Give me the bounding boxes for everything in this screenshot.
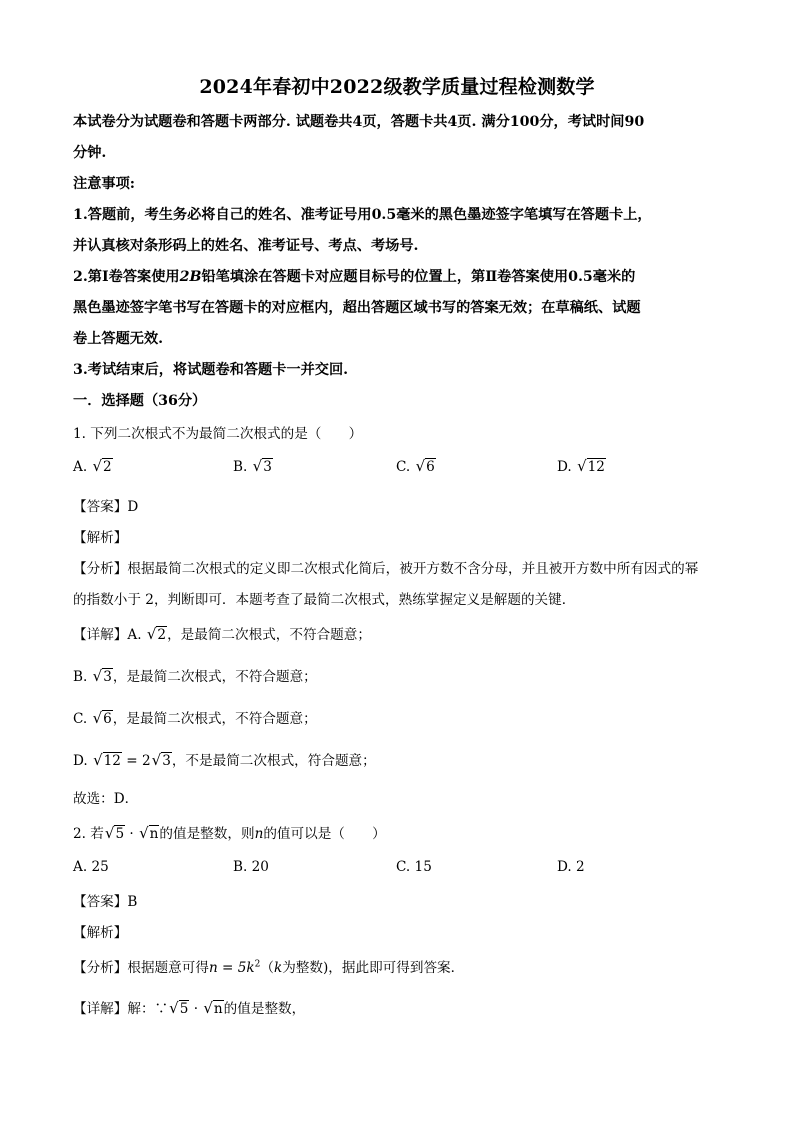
radicand: 3 (103, 669, 112, 685)
radicand: n (213, 1001, 223, 1017)
detail-text: ，是最简二次根式，不符合题意； (112, 669, 317, 685)
exponent: 2 (254, 959, 261, 970)
detail-text: 【详解】解：∵ (73, 1001, 169, 1017)
notice-item-2-line-2: 黑色墨迹签字笔书写在答题卡的对应框内，超出答题区域书写的答案无效；在草稿纸、试题 (73, 300, 641, 316)
sqrt-symbol: √3 (252, 457, 272, 475)
notice-item-2-line-1 (73, 266, 635, 286)
question-1-detail-d (73, 749, 376, 769)
sqrt-symbol: √12 (93, 751, 121, 769)
variable: n (254, 826, 264, 842)
question-1-detail-a (73, 623, 371, 643)
sqrt-symbol: √3 (92, 667, 112, 685)
notice-item-1-line-1: 1.答题前，考生务必将自己的姓名、准考证号用0.5毫米的黑色墨迹签字笔填写在答题卡上， (73, 207, 652, 223)
question-2-option-c: C. 15 (396, 859, 432, 875)
radicand: 2 (103, 459, 112, 475)
question-2-analysis-heading: 【解析】 (73, 925, 128, 941)
analysis-text: 【分析】根据题意可得 (73, 960, 209, 976)
option-label: A. (73, 459, 88, 475)
radicand: 5 (179, 1001, 189, 1017)
question-2-option-a: A. 25 (73, 859, 109, 875)
detail-text: 的值是整数， (223, 1001, 306, 1017)
sqrt-symbol: √6 (92, 709, 112, 727)
detail-prefix: D. (73, 753, 93, 769)
detail-prefix: C. (73, 711, 92, 727)
question-1-detail-b (73, 665, 317, 685)
section-heading-choice: 一．选择题（36分） (73, 393, 207, 409)
variable: k (273, 960, 283, 976)
sqrt-symbol: √12 (577, 457, 605, 475)
question-2-analysis (73, 956, 464, 976)
question-1-analysis-line-2: 的指数小于 2，判断即可．本题考查了最简二次根式，熟练掌握定义是解题的关键． (73, 592, 576, 608)
pencil-type: 2B (179, 269, 202, 285)
option-label: C. (396, 459, 411, 475)
sqrt-symbol: √5 (169, 999, 189, 1017)
detail-text: ，是最简二次根式，不符合题意； (167, 627, 371, 643)
question-1-analysis-line-1: 【分析】根据最简二次根式的定义即二次根式化简后，被开方数不含分母，并且被开方数中所有因式的幂 (73, 561, 699, 577)
analysis-text: （ (260, 960, 274, 976)
radicand: 2 (157, 627, 167, 643)
radicand: n (149, 826, 159, 842)
option-label: D. (557, 459, 572, 475)
question-2-answer: 【答案】B (73, 894, 138, 910)
question-1-answer: 【答案】D (73, 499, 139, 515)
question-2-stem: 2. 若√5 · √n的值是整数，则n的值可以是（ ） (73, 824, 386, 842)
analysis-text: 为整数)，据此即可得到答案． (282, 960, 465, 976)
sqrt-symbol: √2 (146, 625, 167, 643)
notice-item-2-text-b: 铅笔填涂在答题卡对应题目标号的位置上，第Ⅱ卷答案使用0.5毫米的 (201, 269, 636, 285)
radicand: 6 (103, 711, 112, 727)
sqrt-symbol: √6 (415, 457, 435, 475)
stem-text: 的值是整数，则 (159, 826, 255, 842)
question-2-detail: 【详解】解：∵√5 · √n的值是整数， (73, 999, 306, 1017)
question-1-option-d (557, 457, 606, 475)
equation-part: = 2 (121, 753, 151, 769)
notice-item-2-text-a: 2.第Ⅰ卷答案使用 (73, 269, 180, 285)
notice-item-1-line-2: 并认真核对条形码上的姓名、准考证号、考点、考场号. (73, 238, 419, 254)
question-1-detail-c (73, 707, 317, 727)
detail-text: ，是最简二次根式，不符合题意； (112, 711, 317, 727)
sqrt-symbol: √5 (104, 824, 125, 842)
question-1-conclusion: 故选：D． (73, 791, 139, 807)
equation: n = 5k (208, 960, 255, 976)
question-2-option-b: B. 20 (233, 859, 269, 875)
detail-prefix: B. (73, 669, 92, 685)
question-1-analysis-heading: 【解析】 (73, 530, 128, 546)
radicand: 3 (162, 753, 171, 769)
stem-text: 2. 若 (73, 826, 104, 842)
option-label: B. (233, 459, 248, 475)
question-1-option-c (396, 457, 436, 475)
intro-line-1: 本试卷分为试题卷和答题卡两部分. 试题卷共4页，答题卡共4页. 满分100分，考试时间90 (73, 114, 645, 130)
intro-line-2: 分钟. (73, 145, 107, 161)
notice-heading: 注意事项: (73, 176, 135, 192)
exam-title: 2024年春初中2022级教学质量过程检测数学 (199, 76, 595, 98)
sqrt-symbol: √3 (151, 751, 171, 769)
notice-item-2-line-3: 卷上答题无效. (73, 331, 164, 347)
question-1-option-b (233, 457, 273, 475)
sqrt-symbol: √n (203, 999, 223, 1017)
radicand: 12 (587, 459, 605, 475)
detail-prefix: 【详解】A. (73, 627, 146, 643)
radicand: 3 (263, 459, 272, 475)
radicand: 5 (115, 826, 125, 842)
radicand: 12 (103, 753, 121, 769)
question-1-stem: 1. 下列二次根式不为最简二次根式的是（ ） (73, 426, 363, 442)
question-1-option-a (73, 457, 113, 475)
detail-text: ，不是最简二次根式，符合题意； (171, 753, 376, 769)
radicand: 6 (426, 459, 435, 475)
question-2-option-d: D. 2 (557, 859, 585, 875)
notice-item-3: 3.考试结束后，将试题卷和答题卡一并交回. (73, 362, 349, 378)
stem-text: 的值可以是（ ） (263, 826, 386, 842)
sqrt-symbol: √n (139, 824, 159, 842)
sqrt-symbol: √2 (92, 457, 112, 475)
